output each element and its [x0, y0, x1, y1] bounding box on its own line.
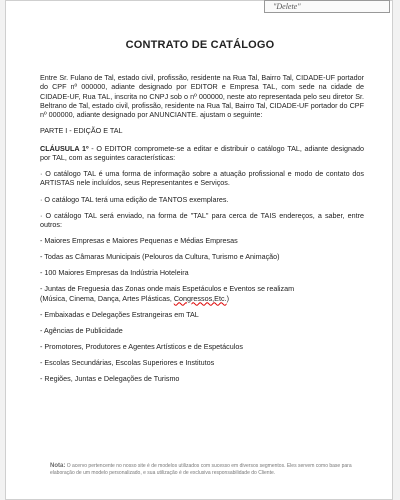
list-item: - Embaixadas e Delegações Estrangeiras em TAL	[40, 309, 199, 319]
list-item: - Todas as Câmaras Municipais (Pelouros da Cultura, Turismo e Animação)	[40, 252, 280, 262]
part-heading: PARTE I - EDIÇÃO E TAL	[40, 126, 123, 136]
list-item: - Escolas Secundárias, Escolas Superiores e Institutos	[40, 358, 215, 368]
clause-1-text: - O EDITOR compromete-se a editar e distribuir o catálogo TAL, adiante designado por TAL, com as seguintes características:	[40, 143, 364, 163]
bullet-2: · O catálogo TAL terá uma edição de TANTOS exemplares.	[40, 194, 229, 204]
clause-1-label: CLÁUSULA 1º	[40, 143, 89, 153]
note-text: O acervo pertencente no nosso site é de modelos utilizados com sucesso em diversos segmentos. Eles servem como base para elaboração de um modelo personalizado, e sua utilização é de exclusiva responsabilidade do Cliente.	[50, 463, 352, 476]
clause-1	[40, 144, 364, 163]
list-item	[40, 284, 364, 303]
document-title: CONTRATO DE CATÁLOGO	[125, 39, 275, 51]
bullet-1: · O catálogo TAL é uma forma de informação sobre a atuação profissional e modo de contato dos ARTISTAS nele incluídos, seus Representantes e Serviços.	[40, 169, 364, 188]
list-item: - 100 Maiores Empresas da Indústria Hoteleira	[40, 268, 189, 278]
spellcheck-word: Congressos,Etc.	[173, 293, 227, 303]
list-item-text: (Música, Cinema, Dança, Artes Plásticas,	[40, 293, 174, 303]
note-label: Nota:	[50, 463, 66, 469]
list-item: - Regiões, Juntas e Delegações de Turismo	[40, 374, 180, 384]
delete-button[interactable]: "Delete"	[264, 0, 390, 13]
list-item: - Promotores, Produtores e Agentes Artísticos e de Espetáculos	[40, 342, 243, 352]
document-page	[5, 0, 393, 500]
list-item-text: - Juntas de Freguesia das Zonas onde mais Espetáculos e Eventos se realizam	[40, 284, 295, 294]
list-item-text: )	[226, 293, 229, 303]
document-body	[40, 73, 364, 390]
footer-note	[50, 463, 368, 476]
bullet-3: · O catálogo TAL será enviado, na forma de "TAL" para cerca de TAIS endereços, a saber, entre outros:	[40, 210, 364, 229]
intro-paragraph: Entre Sr. Fulano de Tal, estado civil, profissão, residente na Rua Tal, Bairro Tal, CIDADE-UF portador do CPF nº 000000, adiante designado por EDITOR e Empresa TAL, com sede na cidade de CIDADE-UF, Rua TAL, inscrita no CNPJ sob o nº 000000, neste ato representada pelo seu diretor Sr. Beltrano de Tal, estado civil, profissão, residente na Rua Tal, Bairro Tal, CIDADE-UF portador do CPF nº 000000, adiante designado por ANUNCIANTE. ajustam o seguinte:	[40, 73, 364, 120]
list-item: - Maiores Empresas e Maiores Pequenas e Médias Empresas	[40, 236, 238, 246]
list-item: - Agências de Publicidade	[40, 326, 123, 336]
